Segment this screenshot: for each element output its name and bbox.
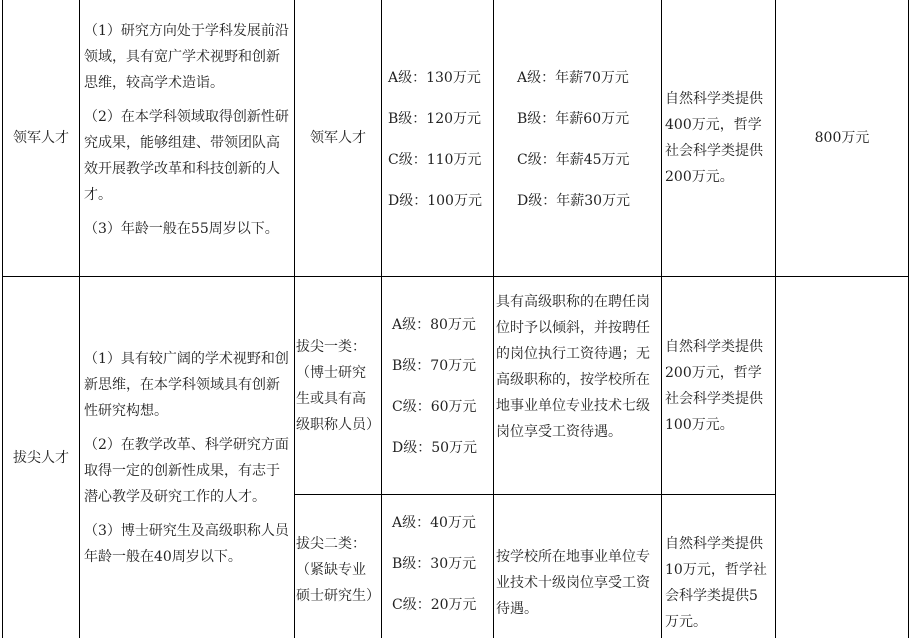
grid-line [79,0,80,638]
subtype-label: 领军人才 [310,130,366,146]
category-label: 领军人才 [13,130,69,146]
salary-text: 具有高级职称的在聘任岗位时予以倾斜，并按聘任的岗位执行工资待遇；无高级职称的，按学校所在地事业单位专业技术七级岗位享受工资待遇。 [496,294,650,440]
condition-item: （3）博士研究生及高级职称人员年龄一般在40周岁以下。 [84,522,289,565]
grid-line [294,494,776,495]
level-item: C级：20万元 [392,597,477,613]
conditions-cell [84,18,292,242]
conditions-cell [84,277,292,638]
salary-item: C级：年薪45万元 [517,152,630,168]
grid-line [493,0,494,638]
salary-cell [517,65,659,214]
subtype-cell [296,531,378,609]
salary-cell [496,289,658,445]
level-item: A级：80万元 [392,317,476,333]
condition-item: （1）具有较广阔的学术视野和创新思维，在本学科领域具有创新性研究构想。 [84,350,289,419]
subtype-cell [296,277,378,494]
research-funding-text: 自然科学类提供10万元，哲学社会科学类提供5万元。 [665,536,767,630]
level-item: A级：130万元 [388,70,481,86]
level-item: D级：100万元 [388,193,482,209]
levels-cell [388,65,492,214]
research-funding-cell [665,531,771,635]
category-cell [3,277,79,638]
research-funding-cell [665,277,771,494]
level-item: C级：110万元 [388,152,482,168]
salary-cell [496,544,658,622]
salary-item: A级：年薪70万元 [517,70,629,86]
level-item: B级：70万元 [392,358,477,374]
grid-line [908,0,909,638]
level-item: C级：60万元 [392,399,477,415]
salary-text: 按学校所在地事业单位专业技术十级岗位享受工资待遇。 [496,549,650,617]
category-label: 拔尖人才 [13,449,69,466]
salary-item: B级：年薪60万元 [517,111,630,127]
category-cell [3,0,79,276]
research-funding-text: 自然科学类提供400万元，哲学社会科学类提供200万元。 [665,91,763,185]
subtype-cell [295,0,381,276]
salary-item: D级：年薪30万元 [517,193,631,209]
level-item: A级：40万元 [392,515,476,531]
condition-item: （1）研究方向处于学科发展前沿领域，具有宽广学术视野和创新思维，较高学术造诣。 [84,23,289,91]
research-funding-cell [665,0,771,276]
condition-item: （2）在教学改革、科学研究方面取得一定的创新性成果，有志于潜心教学及研究工作的人才。 [84,436,289,505]
research-funding-text: 自然科学类提供200万元，哲学社会科学类提供100万元。 [665,338,763,433]
grid-line [661,0,662,638]
total-cell [776,0,908,276]
level-item: D级：50万元 [392,440,478,456]
total-value: 800万元 [814,130,870,146]
subtype-label: 拔尖二类：（紧缺专业硕士研究生） [296,536,380,604]
grid-line [381,0,382,638]
condition-item: （3）年龄一般在55周岁以下。 [84,221,279,237]
condition-item: （2）在本学科领域取得创新性研究成果，能够组建、带领团队高效开展教学改革和科技创新的人才。 [84,109,289,203]
subtype-label: 拔尖一类：（博士研究生或具有高级职称人员） [296,338,380,433]
levels-cell [392,312,492,461]
levels-cell [392,510,492,618]
level-item: B级：30万元 [392,556,477,572]
level-item: B级：120万元 [388,111,482,127]
